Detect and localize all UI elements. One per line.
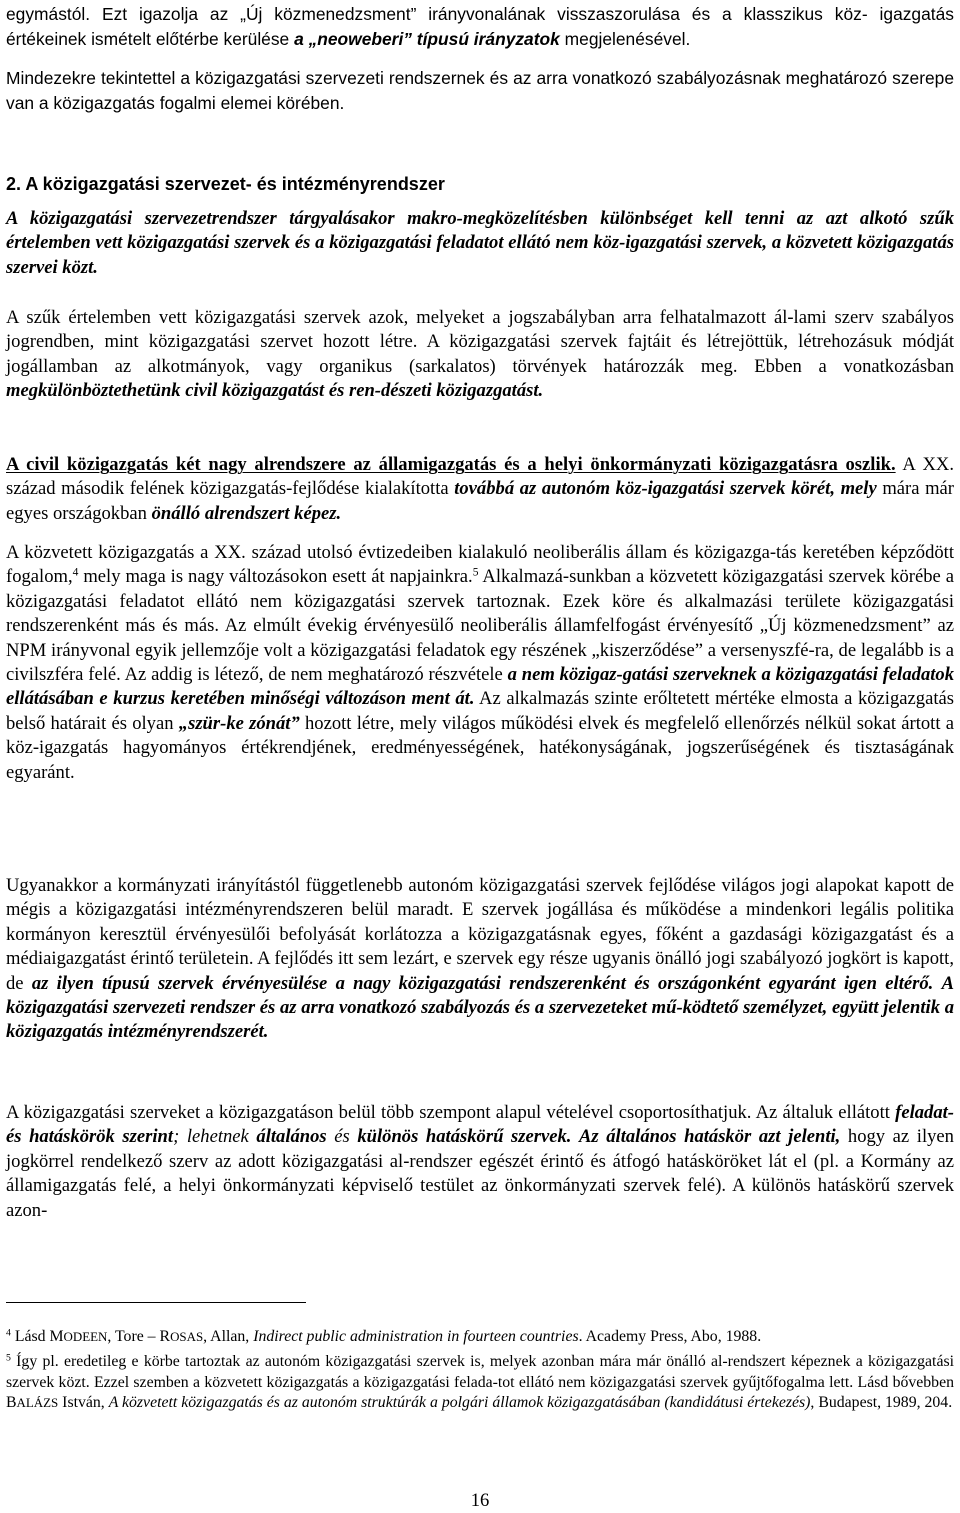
paragraph-5-emphasis-4: Az általános hatáskör azt jelenti, bbox=[579, 1126, 841, 1148]
paragraph-5-emphasis-2: általános bbox=[256, 1126, 327, 1148]
intro-line-2-start: igazgatás értékeinek ismételt előtérbe kerülése bbox=[6, 4, 954, 49]
footnote-4-title: Indirect public administration in fourteen countries bbox=[253, 1328, 579, 1345]
paragraph-3-text-5: hozott létre, mely világos működési elvek és megfelelő ellenőrzés nélkül sokat ártott a köz-igazgatás hagyományos értékrendjének, eredményességének, hatékonyságának, jogszerűségének és tisztaságának egyaránt. bbox=[6, 712, 954, 783]
footnote-5 bbox=[6, 1352, 954, 1413]
paragraph-3-text-4: Az alkalmazás szinte erőltetett mértéke elmosta a közigazgatás belső határait és olyan bbox=[6, 688, 954, 734]
intro-block bbox=[6, 2, 954, 115]
paragraph-3-text-3: Alkalmazá-sunkban a közvetett közigazgatási szervek körébe a közigazgatási feladatot ellátó nem közigazgatási szervek tartoznak. Ezek köre és alkalmazási területe közigazgatási rendszerenként más és más. Az elmúlt évekig érvényesülő neoliberális államfelfogást érvényesítő „Új közmenedzsment” az NPM irányvonal egyik jellemzője volt a közigazgatási feladatok egy részének „kiszerződése” a versenyszfé-ra, de legalább is a civilszféra felé. Az addig is létező, de nem meghatározó részvétele bbox=[6, 566, 954, 686]
page-number: 16 bbox=[470, 1490, 490, 1511]
paragraph-3-emphasis-1: a nem közigaz-gatási szerveknek a közigazgatási feladatok ellátásában e kurzus keretében minőségi változáson ment át. bbox=[6, 664, 954, 710]
paragraph-5-text-3: és bbox=[326, 1126, 358, 1148]
footnotes bbox=[6, 1327, 954, 1414]
footnote-5-number: 5 bbox=[6, 1353, 11, 1365]
footnote-4-author-2-initial: R bbox=[159, 1328, 171, 1345]
intro-paragraph-1 bbox=[6, 2, 954, 51]
paragraph-5-text-2: ; lehetnek bbox=[173, 1126, 257, 1148]
paragraph-2-emphasis-2: önálló alrendszert képez. bbox=[151, 502, 342, 524]
footnote-4-author-1-rest: ODEEN bbox=[63, 1329, 108, 1344]
section-heading: 2. A közigazgatási szervezet- és intézményrendszer bbox=[6, 174, 445, 194]
paragraph-1 bbox=[6, 306, 954, 404]
paragraph-5-emphasis-1: feladat- és hatáskörök szerint bbox=[6, 1102, 954, 1148]
intro-paragraph-2: Mindezekre tekintettel a közigazgatási szervezeti rendszernek és az arra vonatkozó szabályozásnak meghatározó szerepe van a közigazgatás fogalmi elemei körében. bbox=[6, 68, 954, 113]
paragraph-5-text-1: A közigazgatási szerveket a közigazgatáson belül több szempont alapul vételével csoportosíthatjuk. Az általuk ellátott bbox=[6, 1102, 896, 1123]
paragraph-5-space bbox=[571, 1126, 579, 1147]
footnote-separator bbox=[6, 1302, 306, 1303]
footnote-4-text-4: . Academy Press, Abo, 1988. bbox=[578, 1328, 762, 1345]
section-lead: A közigazgatási szervezetrendszer tárgyalásakor makro-megközelítésben különbséget kell tenni az azt alkotó szűk értelemben vett közigazgatási szervek és a közigazgatási feladatot ellátó nem köz-igazgatási szervek, a közvetett közigazgatás szervei közt. bbox=[6, 208, 954, 278]
section-block bbox=[6, 172, 954, 280]
footnote-4-author-2-rest: OSAS bbox=[170, 1329, 204, 1344]
paragraph-2-underlined: A civil közigazgatás két nagy alrendszere az államigazgatás és a helyi önkormányzati közigazgatásra oszlik. bbox=[6, 454, 896, 475]
footnote-ref-5[interactable]: 5 bbox=[472, 567, 479, 580]
paragraph-4 bbox=[6, 874, 954, 1045]
paragraph-4-emphasis-2: A közigazgatási szervezeti rendszer és az arra vonatkozó szabályozás és a szervezeteket mű-ködtető személyzet, együtt jelentik a közigazgatás intézményrendszerét. bbox=[6, 972, 955, 1043]
paragraph-5-text-4: hogy az ilyen jogkörrel rendelkező szerv az adott közigazgatási al-rendszer egészét érintő és átfogó hatásköröket lát el (pl. a Kormány az államigazgatás felé, a helyi önkormányzati képviselő testület az önkormányzati szervek felé). A különös hatáskörű szervek azon- bbox=[6, 1126, 954, 1221]
footnote-5-text-3: , Budapest, 1989, 204. bbox=[810, 1394, 953, 1412]
footnote-4-text-2: , Tore – bbox=[107, 1328, 160, 1345]
footnote-5-author-rest: ALÁZS bbox=[16, 1395, 59, 1411]
paragraph-3-text-1: A közvetett közigazgatás a XX. század utolsó évtizedeiben kialakuló neoliberális állam és közigazga-tás keretében képződött fogalom, bbox=[6, 542, 954, 588]
paragraph-2-text-2: mára már egyes országokban bbox=[6, 478, 954, 524]
paragraph-1-text: A szűk értelemben vett közigazgatási szervek azok, melyeket a jogszabályban arra felhatalmazott ál-lami szerv szabályos jogrendben, mint közigazgatási szervet hozott létre. A közigazgatási szervek fajtáit és létrejöttük, létrehozásuk módját jogállamban az alkotmányok, vagy organikus (sarkalatos) törvények határozzák meg. Ebben a vonatkozásban bbox=[6, 307, 954, 377]
paragraph-5 bbox=[6, 1101, 954, 1223]
footnote-ref-4[interactable]: 4 bbox=[72, 567, 79, 580]
paragraph-3 bbox=[6, 541, 954, 785]
paragraph-3-text-2: mely maga is nagy változásokon esett át napjainkra. bbox=[78, 566, 473, 588]
intro-neoweberi-emphasis: a „neoweberi” típusú irányzatok bbox=[294, 28, 560, 49]
paragraph-5-emphasis-3: különös hatáskörű szervek. bbox=[357, 1126, 572, 1148]
paragraph-4-space bbox=[933, 973, 941, 994]
intro-line-1: egymástól. Ezt igazolja az „Új közmenedzsment” irányvonalának visszaszorulása és a klasszikus köz- bbox=[6, 4, 868, 24]
footnote-5-title: A közvetett közigazgatás és az autonóm struktúrák a polgári államok közigazgatásában (kandidátusi értekezés) bbox=[108, 1394, 811, 1412]
paragraph-1-emphasis: megkülönböztethetünk civil közigazgatást és ren-dészeti közigazgatást. bbox=[6, 380, 544, 402]
intro-line-2-end: megjelenésével. bbox=[559, 28, 691, 49]
footnote-4-author-1-initial: M bbox=[49, 1328, 64, 1345]
footnote-5-text-1: Így pl. eredetileg e körbe tartoztak az autonóm közigazgatási szervek is, melyek azonban mára már önálló al-rendszert képeznek a közigazgatási szervek közt. Ezzel szemben a közvetett közigazgatás a közigazgatási felada-tot ellátó nem közigazgatási szervek gyűjtőfogalma lett. Lásd bővebben bbox=[6, 1353, 954, 1391]
paragraph-2-emphasis-1: továbbá az autonóm köz-igazgatási szervek körét, mely bbox=[454, 478, 877, 500]
footnote-4 bbox=[6, 1327, 954, 1347]
paragraph-2-text-1: A XX. század második felének közigazgatás-fejlődése kialakította bbox=[6, 454, 954, 500]
paragraph-2 bbox=[6, 453, 954, 526]
footnote-4-text-1: Lásd bbox=[10, 1328, 50, 1345]
footnote-4-text-3: , Allan, bbox=[203, 1328, 254, 1345]
footnote-5-author-initial: B bbox=[6, 1394, 17, 1412]
footnote-4-number: 4 bbox=[6, 1327, 11, 1339]
paragraph-4-emphasis-1: az ilyen típusú szervek érvényesülése a nagy közigazgatási rendszerenként és országonként egyaránt igen eltérő. bbox=[31, 972, 934, 994]
paragraph-3-emphasis-2: „szür-ke zónát” bbox=[178, 712, 300, 734]
footnote-5-text-2: István, bbox=[58, 1394, 109, 1412]
paragraph-4-text: Ugyanakkor a kormányzati irányítástól függetlenebb autonóm közigazgatási szervek fejlődése világos jogi alapokat kapott de mégis a közigazgatási intézményrendszeren belül maradt. E szervek jogállása és működése a mindenkori legális politika kormányon keresztül érvényesülői befolyását korlátozza a közigazgatásnak egyes, főként a gazdasági közigazgatást és a médiaigazgatást érintő területein. A fejlődés itt sem lezárt, e szervek egy része ugyanis önálló jogi szabályozó jogkört is kapott, de bbox=[6, 875, 954, 994]
